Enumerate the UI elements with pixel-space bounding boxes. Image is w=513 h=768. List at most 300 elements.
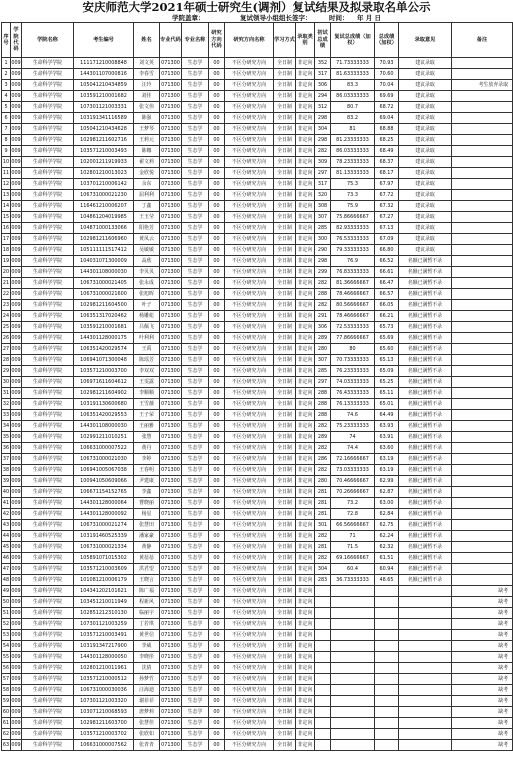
cell-prelim-score bbox=[315, 641, 331, 652]
cell-college-code: 009 bbox=[11, 80, 22, 91]
cell-direction-name: 不区分研究方向 bbox=[225, 487, 274, 498]
cell-major-name: 生态学 bbox=[182, 410, 209, 421]
cell-remark bbox=[452, 157, 513, 168]
cell-major-name: 生态学 bbox=[182, 608, 209, 619]
cell-prelim-score: 281 bbox=[315, 487, 331, 498]
cell-major-name: 生态学 bbox=[182, 476, 209, 487]
cell-major-name: 生态学 bbox=[182, 718, 209, 729]
cell-total-score: 68.37 bbox=[375, 157, 399, 168]
cell-retest-score: 81.36666667 bbox=[331, 278, 375, 289]
cell-college-name: 生命科学学院 bbox=[22, 696, 74, 707]
cell-candidate-id: 106731000021334 bbox=[74, 542, 134, 553]
cell-direction-code: 00 bbox=[209, 168, 225, 179]
cell-candidate-id: 144301128000092 bbox=[74, 509, 134, 520]
cell-college-code: 009 bbox=[11, 608, 22, 619]
cell-admission-type: 非定向 bbox=[296, 135, 315, 146]
cell-study-mode: 全日制 bbox=[274, 190, 296, 201]
cell-admission-opinion: 名额已满暂不录 bbox=[399, 465, 452, 476]
cell-direction-code: 00 bbox=[209, 344, 225, 355]
cell-total-score: 65.01 bbox=[375, 399, 399, 410]
cell-admission-type: 非定向 bbox=[296, 487, 315, 498]
cell-major-code: 071300 bbox=[160, 311, 182, 322]
cell-remark bbox=[452, 300, 513, 311]
cell-direction-name: 不区分研究方向 bbox=[225, 157, 274, 168]
cell-major-name: 生态学 bbox=[182, 278, 209, 289]
cell-college-code: 009 bbox=[11, 201, 22, 212]
cell-name: 吴敏敏 bbox=[134, 245, 160, 256]
cell-admission-opinion: 名额已满暂不录 bbox=[399, 553, 452, 564]
cell-retest-score: 60.4 bbox=[331, 564, 375, 575]
cell-direction-name: 不区分研究方向 bbox=[225, 377, 274, 388]
cell-retest-score: 73.2 bbox=[331, 498, 375, 509]
cell-prelim-score: 320 bbox=[315, 190, 331, 201]
cell-remark bbox=[452, 212, 513, 223]
cell-remark bbox=[452, 58, 513, 69]
cell-remark: 缺考 bbox=[452, 685, 513, 696]
table-row bbox=[2, 498, 513, 509]
cell-prelim-score: 282 bbox=[315, 421, 331, 432]
cell-major-name: 生态学 bbox=[182, 168, 209, 179]
cell-college-code: 009 bbox=[11, 355, 22, 366]
cell-college-code: 009 bbox=[11, 454, 22, 465]
cell-admission-opinion bbox=[399, 685, 452, 696]
cell-direction-code: 00 bbox=[209, 718, 225, 729]
cell-seq: 50 bbox=[2, 597, 11, 608]
cell-retest-score: 70.46666667 bbox=[331, 476, 375, 487]
cell-retest-score: 81.63333333 bbox=[331, 69, 375, 80]
cell-total-score: 67.13 bbox=[375, 223, 399, 234]
cell-prelim-score: 282 bbox=[315, 465, 331, 476]
header-prelim-score: 初试总成绩 bbox=[315, 23, 331, 58]
cell-candidate-id: 100941050609066 bbox=[74, 476, 134, 487]
cell-college-name: 生命科学学院 bbox=[22, 190, 74, 201]
cell-name: 王春明 bbox=[134, 465, 160, 476]
cell-study-mode: 全日制 bbox=[274, 399, 296, 410]
cell-major-code: 071300 bbox=[160, 718, 182, 729]
cell-total-score: 65.11 bbox=[375, 388, 399, 399]
cell-study-mode: 全日制 bbox=[274, 223, 296, 234]
cell-direction-name: 不区分研究方向 bbox=[225, 608, 274, 619]
cell-seq: 37 bbox=[2, 454, 11, 465]
table-row bbox=[2, 718, 513, 729]
cell-retest-score: 74 bbox=[331, 432, 375, 443]
cell-seq: 47 bbox=[2, 564, 11, 575]
cell-remark bbox=[452, 69, 513, 80]
cell-direction-code: 00 bbox=[209, 531, 225, 542]
cell-major-code: 071300 bbox=[160, 212, 182, 223]
cell-college-name: 生命科学学院 bbox=[22, 135, 74, 146]
cell-direction-name: 不区分研究方向 bbox=[225, 278, 274, 289]
cell-college-name: 生命科学学院 bbox=[22, 509, 74, 520]
table-row bbox=[2, 399, 513, 410]
cell-major-name: 生态学 bbox=[182, 553, 209, 564]
cell-admission-opinion bbox=[399, 740, 452, 751]
header-college-name: 学院名称 bbox=[22, 23, 74, 58]
cell-direction-name: 不区分研究方向 bbox=[225, 267, 274, 278]
cell-seq: 43 bbox=[2, 520, 11, 531]
cell-candidate-id: 103571210003491 bbox=[74, 630, 134, 641]
cell-major-code: 071300 bbox=[160, 652, 182, 663]
cell-prelim-score: 280 bbox=[315, 476, 331, 487]
cell-remark bbox=[452, 355, 513, 366]
cell-college-name: 生命科学学院 bbox=[22, 443, 74, 454]
table-row bbox=[2, 542, 513, 553]
cell-remark bbox=[452, 564, 513, 575]
cell-direction-name: 不区分研究方向 bbox=[225, 223, 274, 234]
cell-retest-score: 77.86666667 bbox=[331, 333, 375, 344]
cell-major-code: 071300 bbox=[160, 663, 182, 674]
cell-retest-score: 73.3 bbox=[331, 190, 375, 201]
cell-direction-name: 不区分研究方向 bbox=[225, 410, 274, 421]
cell-direction-name: 不区分研究方向 bbox=[225, 366, 274, 377]
cell-candidate-id: 105111111517412 bbox=[74, 245, 134, 256]
cell-direction-code: 00 bbox=[209, 487, 225, 498]
cell-direction-code: 00 bbox=[209, 212, 225, 223]
cell-study-mode: 全日制 bbox=[274, 201, 296, 212]
cell-remark bbox=[452, 421, 513, 432]
table-row bbox=[2, 421, 513, 432]
cell-direction-name: 不区分研究方向 bbox=[225, 718, 274, 729]
cell-prelim-score: 312 bbox=[315, 102, 331, 113]
cell-candidate-id: 103191460525339 bbox=[74, 531, 134, 542]
cell-college-name: 生命科学学院 bbox=[22, 652, 74, 663]
cell-major-name: 生态学 bbox=[182, 300, 209, 311]
cell-remark: 缺考 bbox=[452, 718, 513, 729]
header-direction-code: 研究方向代码 bbox=[209, 23, 225, 58]
cell-candidate-id: 104341202101621 bbox=[74, 586, 134, 597]
table-row bbox=[2, 80, 513, 91]
cell-seq: 5 bbox=[2, 102, 11, 113]
cell-admission-opinion bbox=[399, 586, 452, 597]
cell-direction-code: 00 bbox=[209, 454, 225, 465]
cell-college-name: 生命科学学院 bbox=[22, 619, 74, 630]
cell-direction-name: 不区分研究方向 bbox=[225, 102, 274, 113]
cell-direction-name: 不区分研究方向 bbox=[225, 597, 274, 608]
cell-seq: 16 bbox=[2, 223, 11, 234]
cell-total-score: 62.32 bbox=[375, 542, 399, 553]
cell-major-name: 生态学 bbox=[182, 707, 209, 718]
cell-seq: 48 bbox=[2, 575, 11, 586]
cell-college-code: 009 bbox=[11, 531, 22, 542]
cell-name: 阳艳芳 bbox=[134, 223, 160, 234]
cell-college-code: 009 bbox=[11, 421, 22, 432]
cell-seq: 33 bbox=[2, 410, 11, 421]
cell-remark bbox=[452, 443, 513, 454]
table-row bbox=[2, 278, 513, 289]
cell-study-mode: 全日制 bbox=[274, 377, 296, 388]
cell-admission-opinion: 名额已满暂不录 bbox=[399, 432, 452, 443]
cell-candidate-id: 105041210434628 bbox=[74, 124, 134, 135]
cell-name: 王玉莹 bbox=[134, 212, 160, 223]
cell-candidate-id: 103571210000512 bbox=[74, 674, 134, 685]
cell-seq: 10 bbox=[2, 157, 11, 168]
cell-name: 张青青 bbox=[134, 740, 160, 751]
cell-study-mode: 全日制 bbox=[274, 520, 296, 531]
cell-total-score bbox=[375, 663, 399, 674]
header-admission-type: 录取类别 bbox=[296, 23, 315, 58]
cell-college-code: 009 bbox=[11, 597, 22, 608]
cell-direction-name: 不区分研究方向 bbox=[225, 454, 274, 465]
cell-major-name: 生态学 bbox=[182, 135, 209, 146]
cell-total-score bbox=[375, 652, 399, 663]
cell-name: 王梦琴 bbox=[134, 124, 160, 135]
cell-college-code: 009 bbox=[11, 564, 22, 575]
cell-direction-name: 不区分研究方向 bbox=[225, 344, 274, 355]
cell-name: 陈娜 bbox=[134, 146, 160, 157]
cell-total-score: 62.75 bbox=[375, 520, 399, 531]
cell-admission-type: 非定向 bbox=[296, 707, 315, 718]
cell-seq: 32 bbox=[2, 399, 11, 410]
cell-direction-code: 00 bbox=[209, 157, 225, 168]
table-row bbox=[2, 69, 513, 80]
cell-college-name: 生命科学学院 bbox=[22, 234, 74, 245]
table-row bbox=[2, 443, 513, 454]
cell-total-score: 63.00 bbox=[375, 498, 399, 509]
cell-direction-name: 不区分研究方向 bbox=[225, 498, 274, 509]
cell-admission-opinion: 建议录取 bbox=[399, 234, 452, 245]
cell-admission-type: 非定向 bbox=[296, 113, 315, 124]
cell-total-score: 66.80 bbox=[375, 245, 399, 256]
cell-prelim-score: 290 bbox=[315, 245, 331, 256]
cell-major-code: 071300 bbox=[160, 630, 182, 641]
cell-seq: 21 bbox=[2, 278, 11, 289]
cell-name: 陈瑶芳 bbox=[134, 355, 160, 366]
cell-admission-type: 非定向 bbox=[296, 223, 315, 234]
cell-retest-score bbox=[331, 586, 375, 597]
cell-study-mode: 全日制 bbox=[274, 553, 296, 564]
cell-major-code: 071300 bbox=[160, 399, 182, 410]
cell-direction-code: 00 bbox=[209, 432, 225, 443]
cell-major-name: 生态学 bbox=[182, 146, 209, 157]
cell-retest-score bbox=[331, 685, 375, 696]
cell-name: 张永成 bbox=[134, 278, 160, 289]
cell-major-code: 071300 bbox=[160, 278, 182, 289]
cell-admission-type: 非定向 bbox=[296, 542, 315, 553]
cell-admission-type: 非定向 bbox=[296, 234, 315, 245]
cell-prelim-score: 304 bbox=[315, 124, 331, 135]
cell-admission-type: 非定向 bbox=[296, 322, 315, 333]
cell-college-code: 009 bbox=[11, 366, 22, 377]
cell-retest-score: 80 bbox=[331, 344, 375, 355]
cell-total-score: 68.25 bbox=[375, 135, 399, 146]
cell-retest-score: 75.23333333 bbox=[331, 421, 375, 432]
cell-seq: 35 bbox=[2, 432, 11, 443]
cell-major-name: 生态学 bbox=[182, 432, 209, 443]
cell-remark: 缺考 bbox=[452, 707, 513, 718]
header-row bbox=[2, 23, 513, 58]
cell-admission-type: 非定向 bbox=[296, 388, 315, 399]
cell-study-mode: 全日制 bbox=[274, 355, 296, 366]
cell-direction-code: 00 bbox=[209, 300, 225, 311]
cell-study-mode: 全日制 bbox=[274, 102, 296, 113]
cell-major-code: 071300 bbox=[160, 454, 182, 465]
cell-candidate-id: 106731000021274 bbox=[74, 520, 134, 531]
cell-major-name: 生态学 bbox=[182, 102, 209, 113]
cell-name: 洪君望 bbox=[134, 564, 160, 575]
cell-major-code: 071300 bbox=[160, 256, 182, 267]
cell-direction-name: 不区分研究方向 bbox=[225, 476, 274, 487]
cell-major-code: 071300 bbox=[160, 542, 182, 553]
cell-retest-score bbox=[331, 718, 375, 729]
cell-name: 李威 bbox=[134, 641, 160, 652]
cell-remark bbox=[452, 201, 513, 212]
cell-seq: 39 bbox=[2, 476, 11, 487]
cell-name: 黄世信 bbox=[134, 630, 160, 641]
cell-name: 金欣悦 bbox=[134, 168, 160, 179]
cell-college-code: 009 bbox=[11, 267, 22, 278]
cell-college-name: 生命科学学院 bbox=[22, 113, 74, 124]
cell-admission-type: 非定向 bbox=[296, 498, 315, 509]
cell-study-mode: 全日制 bbox=[274, 674, 296, 685]
cell-admission-type: 非定向 bbox=[296, 410, 315, 421]
cell-college-name: 生命科学学院 bbox=[22, 344, 74, 355]
cell-direction-code: 00 bbox=[209, 135, 225, 146]
cell-major-code: 071300 bbox=[160, 179, 182, 190]
cell-major-code: 071300 bbox=[160, 157, 182, 168]
cell-direction-name: 不区分研究方向 bbox=[225, 168, 274, 179]
cell-study-mode: 全日制 bbox=[274, 740, 296, 751]
cell-direction-code: 00 bbox=[209, 399, 225, 410]
cell-college-name: 生命科学学院 bbox=[22, 58, 74, 69]
cell-admission-opinion: 建议录取 bbox=[399, 146, 452, 157]
cell-candidate-id: 101081210006179 bbox=[74, 575, 134, 586]
cell-study-mode: 全日制 bbox=[274, 663, 296, 674]
table-row bbox=[2, 300, 513, 311]
cell-name: 曹晓丽 bbox=[134, 498, 160, 509]
cell-retest-score: 72.16666667 bbox=[331, 454, 375, 465]
cell-admission-opinion: 名额已满暂不录 bbox=[399, 344, 452, 355]
cell-admission-type: 非定向 bbox=[296, 69, 315, 80]
cell-college-name: 生命科学学院 bbox=[22, 179, 74, 190]
cell-direction-name: 不区分研究方向 bbox=[225, 201, 274, 212]
leader-sign-label: 复试领导小组组长签字： bbox=[240, 14, 312, 22]
cell-direction-name: 不区分研究方向 bbox=[225, 729, 274, 740]
cell-major-code: 071300 bbox=[160, 201, 182, 212]
cell-admission-opinion: 建议录取 bbox=[399, 58, 452, 69]
cell-major-code: 071300 bbox=[160, 740, 182, 751]
cell-admission-opinion: 建议录取 bbox=[399, 201, 452, 212]
cell-admission-opinion: 名额已满暂不录 bbox=[399, 278, 452, 289]
cell-seq: 22 bbox=[2, 289, 11, 300]
cell-prelim-score: 300 bbox=[315, 234, 331, 245]
cell-candidate-id: 106671154152765 bbox=[74, 487, 134, 498]
cell-prelim-score: 286 bbox=[315, 454, 331, 465]
cell-direction-code: 00 bbox=[209, 102, 225, 113]
cell-study-mode: 全日制 bbox=[274, 234, 296, 245]
cell-college-name: 生命科学学院 bbox=[22, 553, 74, 564]
cell-seq: 18 bbox=[2, 245, 11, 256]
cell-total-score bbox=[375, 685, 399, 696]
cell-remark bbox=[452, 531, 513, 542]
cell-seq: 4 bbox=[2, 91, 11, 102]
cell-direction-name: 不区分研究方向 bbox=[225, 740, 274, 751]
cell-college-code: 009 bbox=[11, 344, 22, 355]
cell-prelim-score: 288 bbox=[315, 289, 331, 300]
results-table bbox=[1, 22, 513, 751]
cell-prelim-score bbox=[315, 696, 331, 707]
table-row bbox=[2, 102, 513, 113]
cell-admission-opinion: 建议录取 bbox=[399, 157, 452, 168]
cell-total-score: 69.69 bbox=[375, 91, 399, 102]
cell-name: 刘佳 bbox=[134, 91, 160, 102]
table-body bbox=[2, 58, 513, 751]
cell-major-code: 071300 bbox=[160, 300, 182, 311]
header-major-code: 专业代码 bbox=[160, 23, 182, 58]
cell-seq: 8 bbox=[2, 135, 11, 146]
cell-admission-opinion: 建议录取 bbox=[399, 223, 452, 234]
cell-college-name: 生命科学学院 bbox=[22, 377, 74, 388]
cell-admission-type: 非定向 bbox=[296, 179, 315, 190]
cell-seq: 11 bbox=[2, 168, 11, 179]
cell-college-name: 生命科学学院 bbox=[22, 465, 74, 476]
cell-candidate-id: 103451210011949 bbox=[74, 597, 134, 608]
cell-admission-opinion: 名额已满暂不录 bbox=[399, 531, 452, 542]
cell-study-mode: 全日制 bbox=[274, 531, 296, 542]
cell-seq: 6 bbox=[2, 113, 11, 124]
cell-seq: 19 bbox=[2, 256, 11, 267]
cell-admission-opinion: 建议录取 bbox=[399, 135, 452, 146]
cell-admission-type: 非定向 bbox=[296, 454, 315, 465]
cell-admission-opinion: 名额已满暂不录 bbox=[399, 388, 452, 399]
cell-total-score: 48.65 bbox=[375, 575, 399, 586]
cell-prelim-score: 298 bbox=[315, 113, 331, 124]
cell-name: 丁鑫 bbox=[134, 201, 160, 212]
cell-name: 汪海迪 bbox=[134, 685, 160, 696]
cell-candidate-id: 103571210003493 bbox=[74, 146, 134, 157]
cell-major-code: 071300 bbox=[160, 377, 182, 388]
cell-college-code: 009 bbox=[11, 223, 22, 234]
cell-college-code: 009 bbox=[11, 124, 22, 135]
table-row bbox=[2, 366, 513, 377]
cell-admission-opinion bbox=[399, 718, 452, 729]
cell-study-mode: 全日制 bbox=[274, 498, 296, 509]
cell-seq: 9 bbox=[2, 146, 11, 157]
cell-admission-type: 非定向 bbox=[296, 465, 315, 476]
table-row bbox=[2, 311, 513, 322]
cell-direction-code: 00 bbox=[209, 586, 225, 597]
cell-remark: 缺考 bbox=[452, 729, 513, 740]
cell-admission-type: 非定向 bbox=[296, 641, 315, 652]
cell-remark bbox=[452, 377, 513, 388]
cell-college-name: 生命科学学院 bbox=[22, 69, 74, 80]
cell-college-name: 生命科学学院 bbox=[22, 168, 74, 179]
cell-major-code: 071300 bbox=[160, 465, 182, 476]
cell-seq: 46 bbox=[2, 553, 11, 564]
cell-admission-opinion: 名额已满暂不录 bbox=[399, 421, 452, 432]
cell-college-code: 009 bbox=[11, 663, 22, 674]
cell-name: 黄丹 bbox=[134, 443, 160, 454]
cell-major-name: 生态学 bbox=[182, 619, 209, 630]
cell-candidate-id: 102801210013023 bbox=[74, 168, 134, 179]
cell-remark bbox=[452, 432, 513, 443]
cell-college-code: 009 bbox=[11, 498, 22, 509]
cell-college-code: 009 bbox=[11, 476, 22, 487]
cell-college-code: 009 bbox=[11, 707, 22, 718]
cell-college-code: 009 bbox=[11, 641, 22, 652]
cell-retest-score: 76.23333333 bbox=[331, 366, 375, 377]
cell-candidate-id: 104031071300009 bbox=[74, 256, 134, 267]
cell-retest-score: 73.03333333 bbox=[331, 465, 375, 476]
table-row bbox=[2, 454, 513, 465]
cell-direction-name: 不区分研究方向 bbox=[225, 575, 274, 586]
table-row bbox=[2, 256, 513, 267]
cell-total-score: 67.32 bbox=[375, 201, 399, 212]
cell-major-code: 071300 bbox=[160, 366, 182, 377]
cell-direction-name: 不区分研究方向 bbox=[225, 190, 274, 201]
table-row bbox=[2, 476, 513, 487]
cell-name: 陈广福 bbox=[134, 586, 160, 597]
cell-remark bbox=[452, 278, 513, 289]
